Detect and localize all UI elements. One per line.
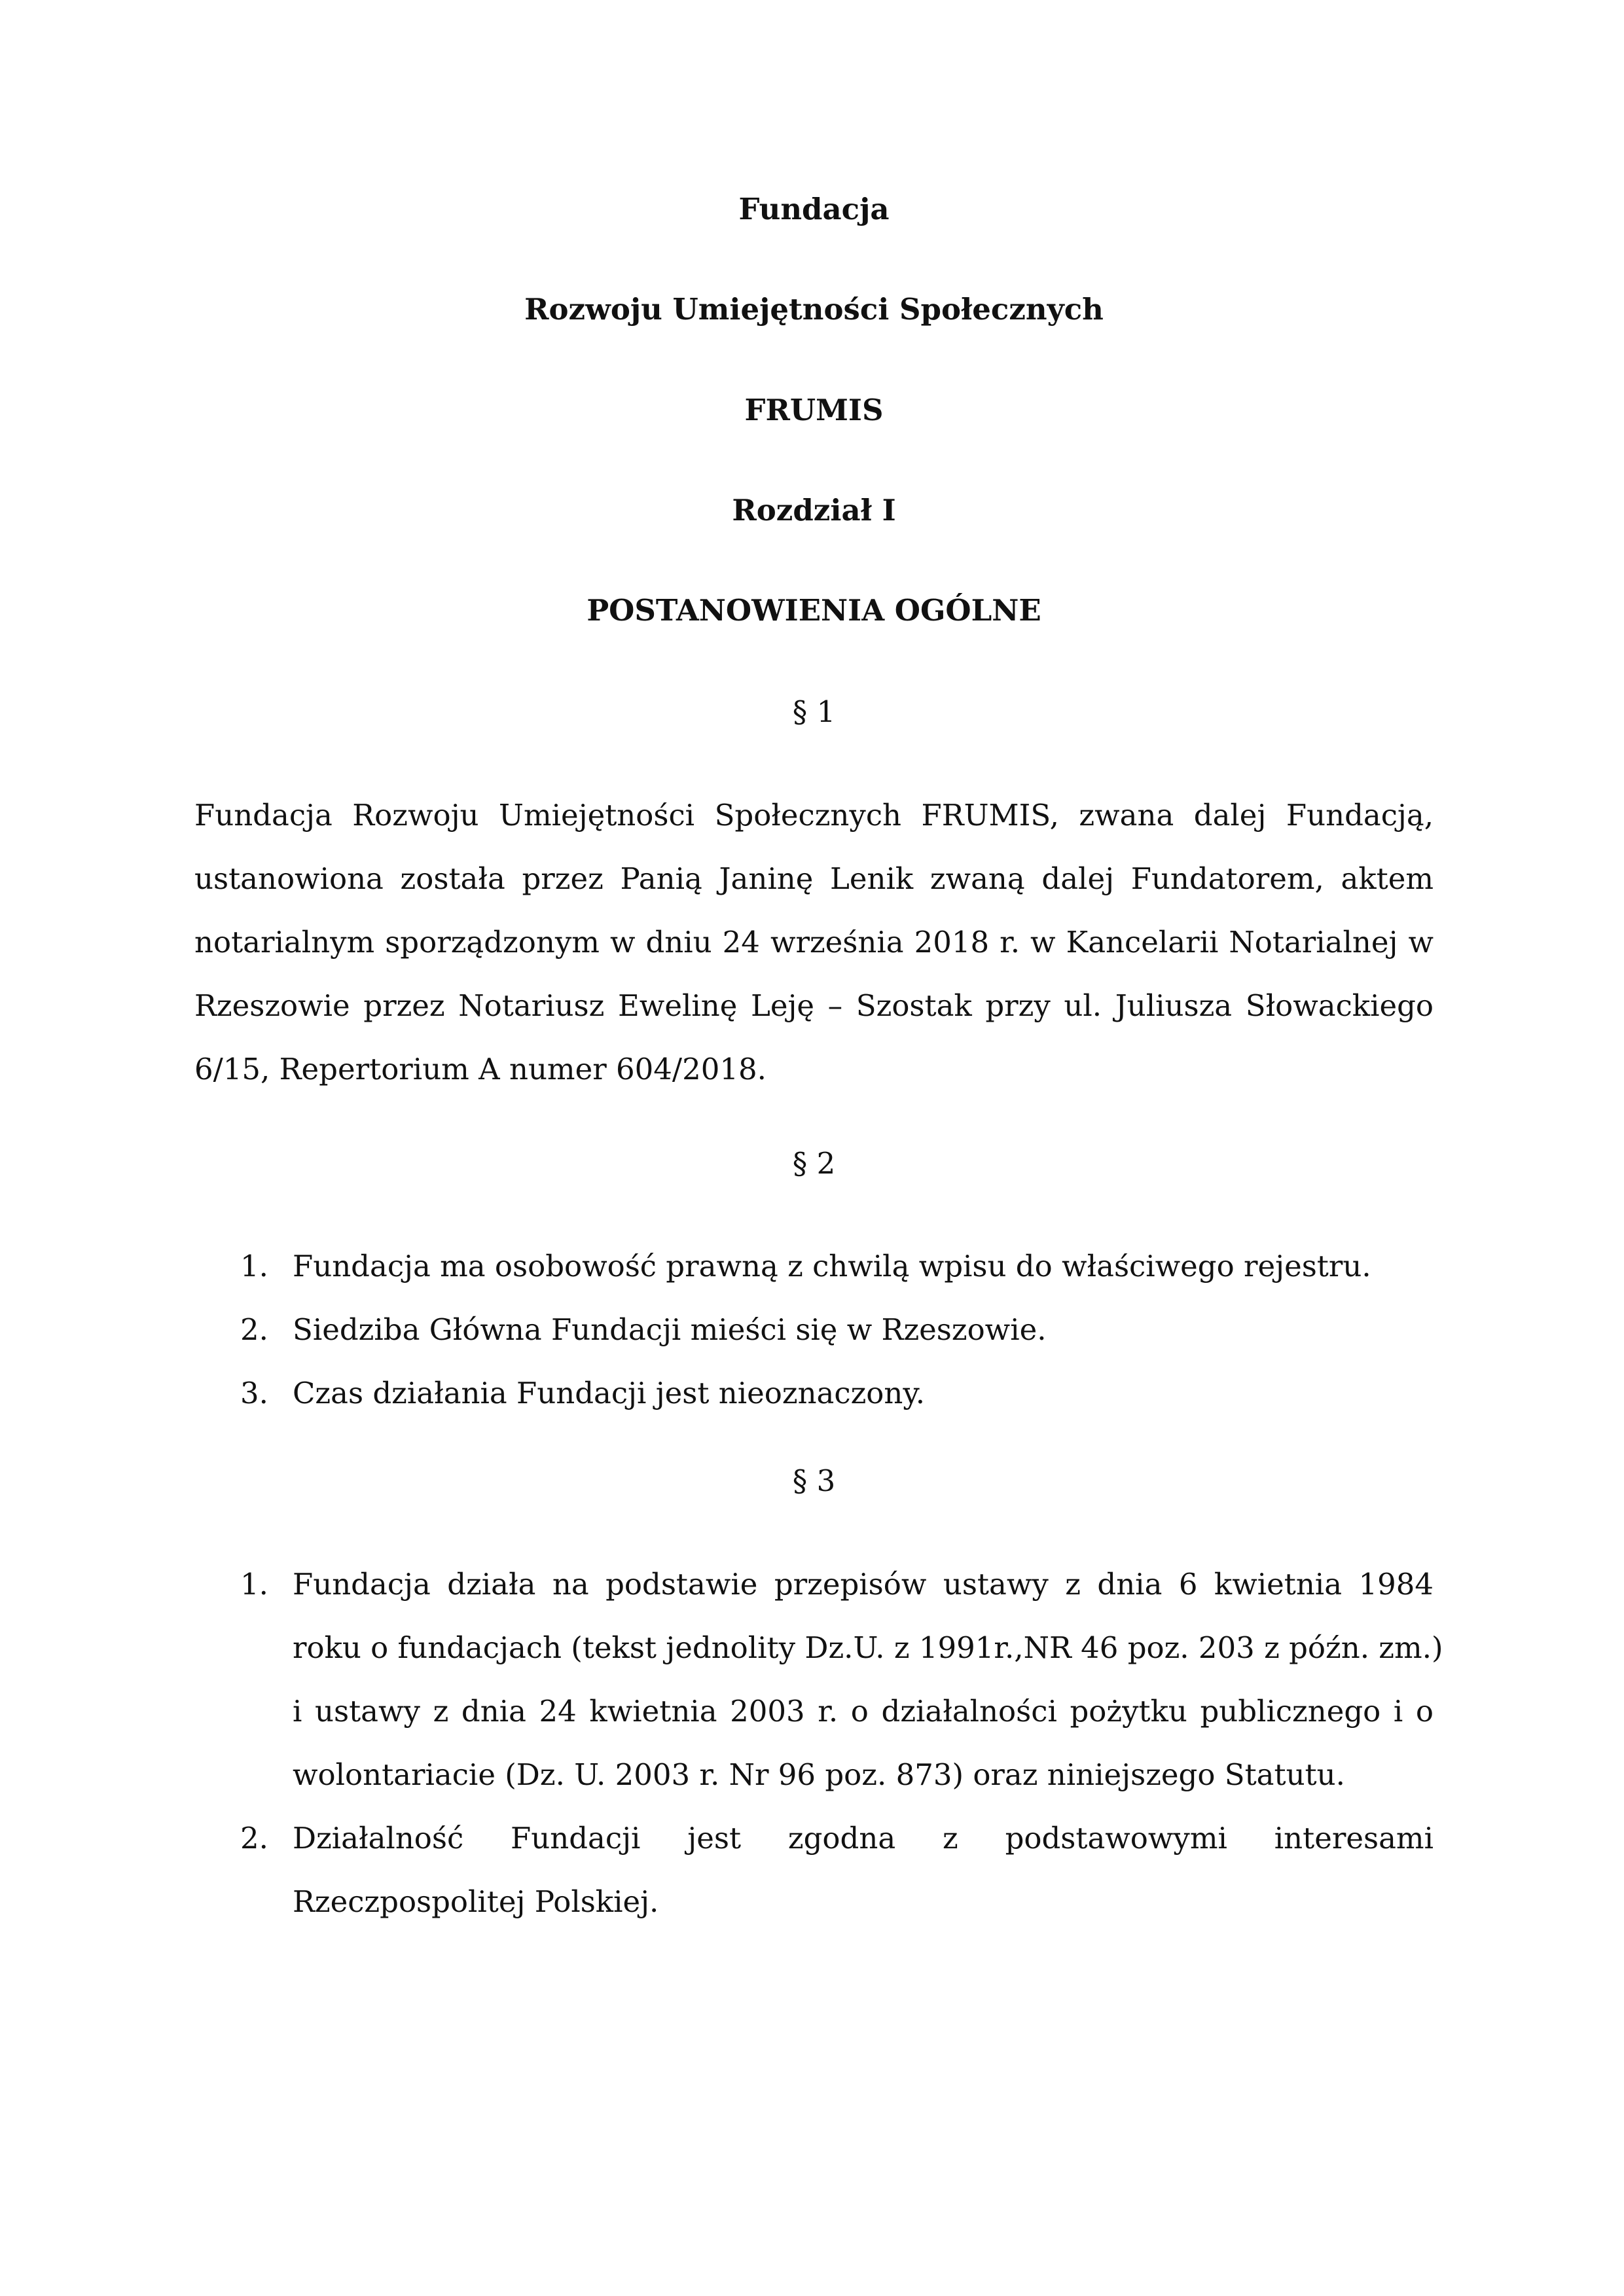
list-item xyxy=(194,1806,1434,1933)
section-sign-3: § 3 xyxy=(792,1463,836,1498)
paragraph-line: Fundacja Rozwoju Umiejętności Społecznych FRUMIS, zwana dalej Fundacją, xyxy=(194,798,1434,833)
paragraph-line: Rzeszowie przez Notariusz Ewelinę Leję – Szostak przy ul. Juliusza Słowackiego xyxy=(194,988,1434,1023)
list-number: 2. xyxy=(240,1821,268,1856)
list-item xyxy=(194,1234,1434,1298)
list-item-line: Działalność Fundacji jest zgodna z podstawowymi interesami xyxy=(293,1821,1434,1856)
chapter-title: POSTANOWIENIA OGÓLNE xyxy=(586,593,1041,628)
list-item xyxy=(194,1298,1434,1361)
list-item-line: Fundacja działa na podstawie przepisów ustawy z dnia 6 kwietnia 1984 xyxy=(293,1567,1434,1602)
section-sign-1: § 1 xyxy=(792,694,836,729)
section-3-list xyxy=(194,1552,1443,1933)
list-item-line: roku o fundacjach (tekst jednolity Dz.U. z 1991r.,NR 46 poz. 203 z późn. zm.) xyxy=(293,1630,1443,1665)
list-number: 1. xyxy=(240,1567,268,1602)
list-item-line: Czas działania Fundacji jest nieoznaczony. xyxy=(293,1376,926,1410)
title-full-name: Rozwoju Umiejętności Społecznych xyxy=(524,292,1104,327)
list-item xyxy=(194,1361,1434,1425)
chapter-number: Rozdział I xyxy=(732,493,896,528)
list-item-line: Fundacja ma osobowość prawną z chwilą wpisu do właściwego rejestru. xyxy=(293,1249,1371,1283)
list-item-line: Siedziba Główna Fundacji mieści się w Rzeszowie. xyxy=(293,1312,1047,1347)
list-item xyxy=(194,1552,1443,1806)
section-sign-2: § 2 xyxy=(792,1146,836,1181)
list-number: 2. xyxy=(240,1312,268,1347)
list-number: 3. xyxy=(240,1376,268,1410)
list-number: 1. xyxy=(240,1249,268,1283)
paragraph-line: 6/15, Repertorium A numer 604/2018. xyxy=(194,1052,767,1086)
section-2-list xyxy=(194,1234,1434,1425)
list-item-line: Rzeczpospolitej Polskiej. xyxy=(293,1884,659,1919)
list-item-line: i ustawy z dnia 24 kwietnia 2003 r. o działalności pożytku publicznego i o xyxy=(293,1694,1434,1729)
title-foundation: Fundacja xyxy=(738,192,890,226)
document-page xyxy=(194,0,1443,2296)
title-acronym: FRUMIS xyxy=(744,393,884,427)
list-item-line: wolontariacie (Dz. U. 2003 r. Nr 96 poz. 873) oraz niniejszego Statutu. xyxy=(293,1757,1345,1792)
paragraph-line: ustanowiona została przez Panią Janinę Lenik zwaną dalej Fundatorem, aktem xyxy=(194,861,1434,896)
paragraph-line: notarialnym sporządzonym w dniu 24 września 2018 r. w Kancelarii Notarialnej w xyxy=(194,925,1434,960)
section-1-paragraph xyxy=(194,783,1434,1101)
